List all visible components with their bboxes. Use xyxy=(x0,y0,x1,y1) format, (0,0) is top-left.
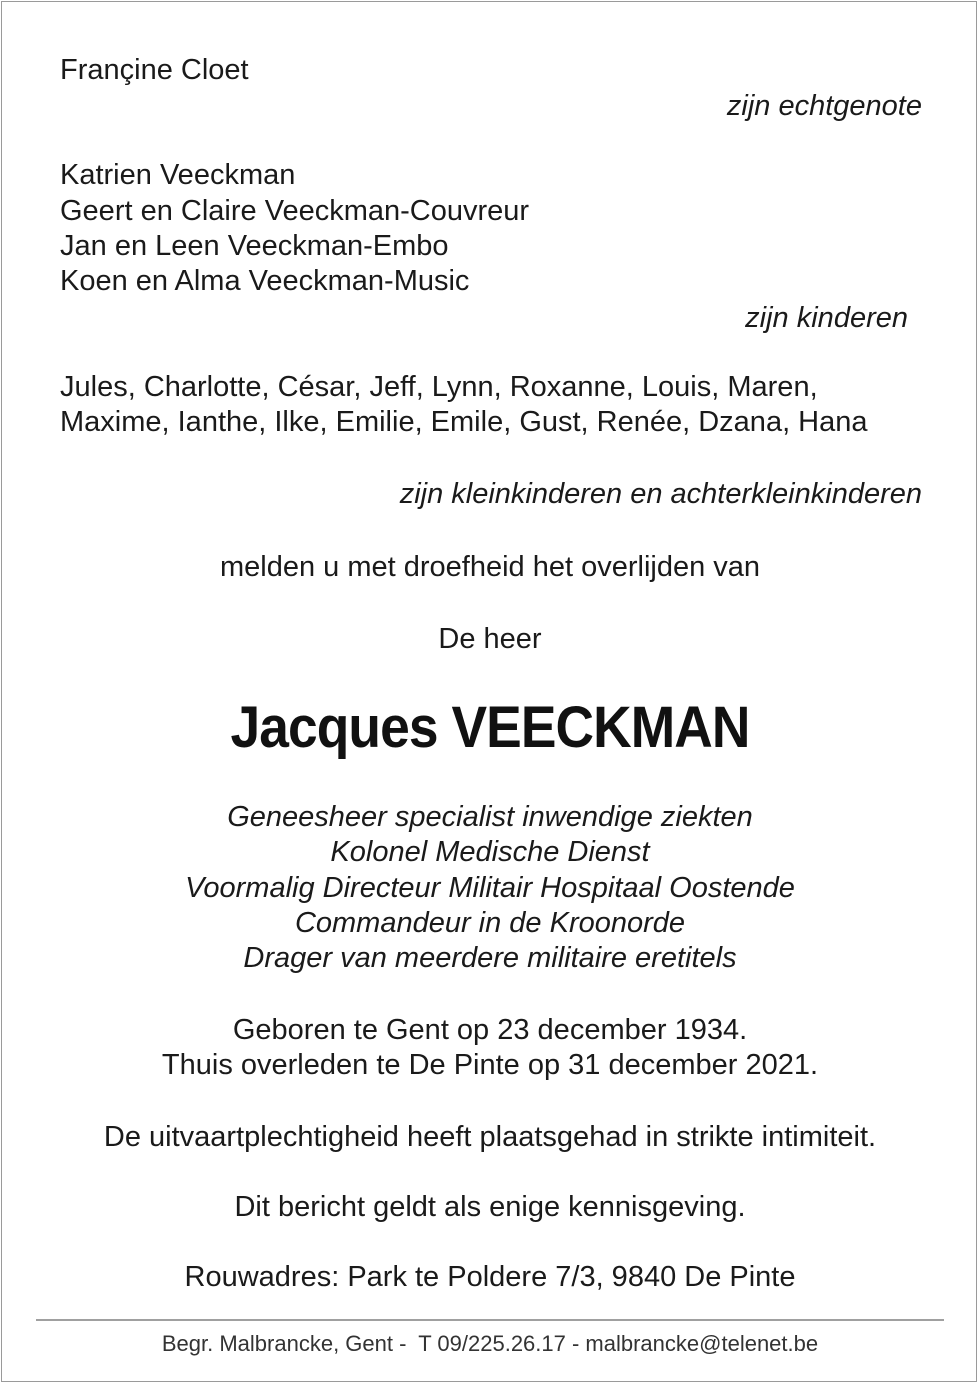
title-line: Drager van meerdere militaire eretitels xyxy=(243,942,737,974)
mourning-address: Rouwadres: Park te Poldere 7/3, 9840 De Pinte xyxy=(184,1261,796,1293)
salutation: De heer xyxy=(438,623,542,655)
title-line: Geneesheer specialist inwendige ziekten xyxy=(227,801,753,833)
announcement-text: melden u met droefheid het overlijden van xyxy=(219,551,761,583)
child-name: Jan en Leen Veeckman-Embo xyxy=(60,230,449,262)
child-name: Geert en Claire Veeckman-Couvreur xyxy=(60,195,530,227)
spouse-role: zijn echtgenote xyxy=(726,90,922,122)
deceased-name: Jacques VEECKMAN xyxy=(230,695,750,760)
death-info: Thuis overleden te De Pinte op 31 december 2021. xyxy=(161,1049,819,1081)
title-line: Commandeur in de Kroonorde xyxy=(294,907,686,939)
undertaker-footer: Begr. Malbrancke, Gent - T 09/225.26.17 - malbrancke@telenet.be xyxy=(161,1331,819,1356)
funeral-info: De uitvaartplechtigheid heeft plaatsgehad in strikte intimiteit. xyxy=(103,1121,877,1153)
title-line: Kolonel Medische Dienst xyxy=(330,836,650,868)
notice-text: Dit bericht geldt als enige kennisgeving. xyxy=(234,1191,746,1223)
grandchildren-line: Maxime, Ianthe, Ilke, Emilie, Emile, Gust, Renée, Dzana, Hana xyxy=(60,406,868,438)
title-line: Voormalig Directeur Militair Hospitaal Oostende xyxy=(185,872,795,904)
children-role: zijn kinderen xyxy=(745,302,908,334)
birth-info: Geboren te Gent op 23 december 1934. xyxy=(232,1014,748,1046)
grandchildren-line: Jules, Charlotte, César, Jeff, Lynn, Roxanne, Louis, Maren, xyxy=(60,371,818,403)
spouse-name: Françine Cloet xyxy=(60,54,249,86)
footer-divider xyxy=(36,1319,944,1321)
child-name: Koen en Alma Veeckman-Music xyxy=(60,265,470,297)
child-name: Katrien Veeckman xyxy=(60,159,296,191)
grandchildren-role: zijn kleinkinderen en achterkleinkinderen xyxy=(399,478,922,510)
